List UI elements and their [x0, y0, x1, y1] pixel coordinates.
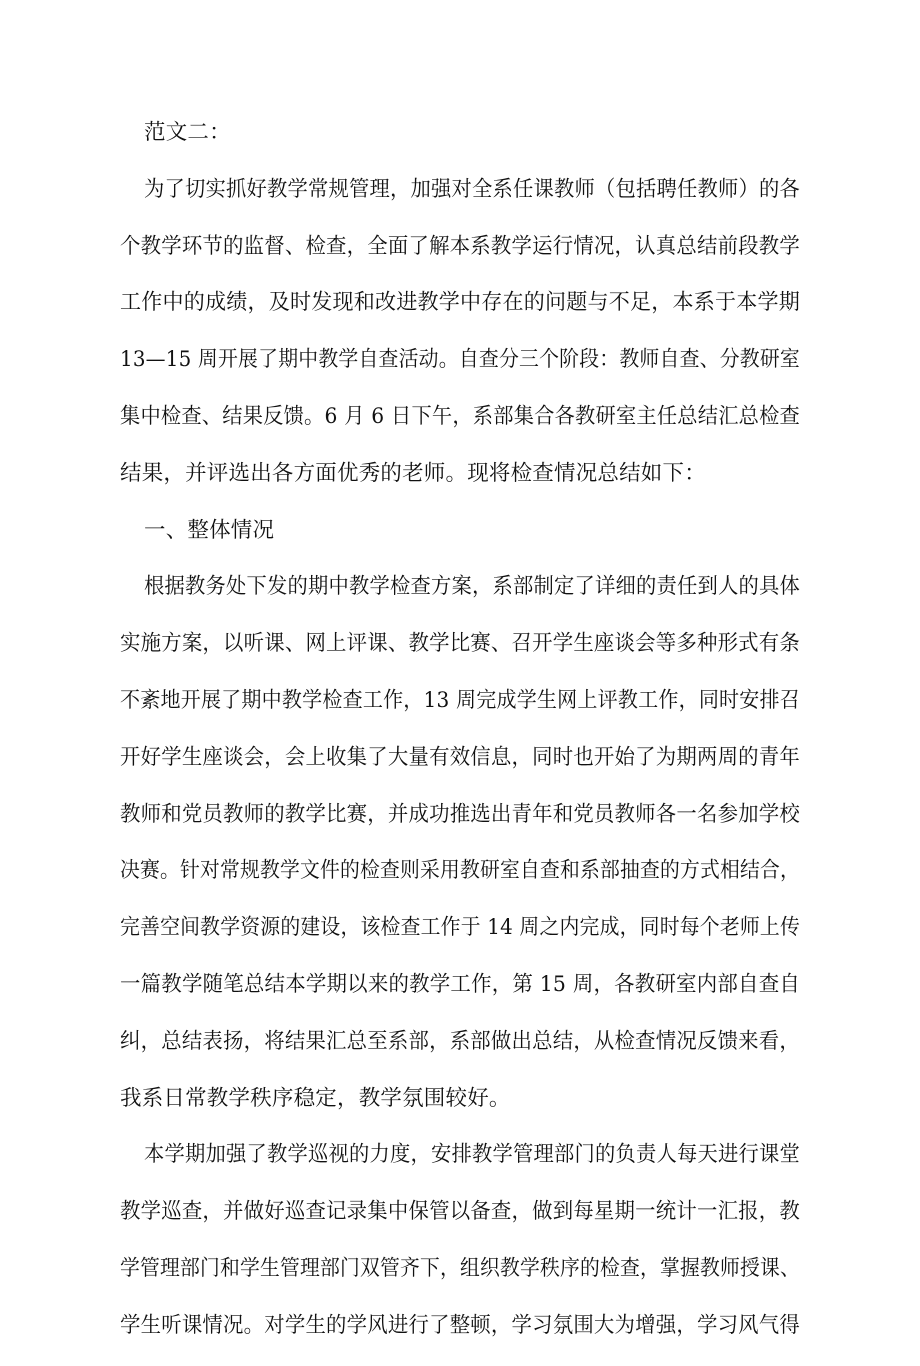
paragraph-line: 教师和党员教师的教学比赛，并成功推选出青年和党员教师各一名参加学校	[120, 801, 800, 827]
paragraph-line: 教学巡查，并做好巡查记录集中保管以备查，做到每星期一统计一汇报，教	[120, 1199, 800, 1225]
paragraph-line: 开好学生座谈会，会上收集了大量有效信息，同时也开始了为期两周的青年	[120, 744, 800, 770]
paragraph-line: 不紊地开展了期中教学检查工作，13 周完成学生网上评教工作，同时安排召	[120, 687, 800, 713]
paragraph-line: 工作中的成绩，及时发现和改进教学中存在的问题与不足，本系于本学期	[120, 290, 800, 316]
paragraph-line: 13—15 周开展了期中教学自查活动。自查分三个阶段：教师自查、分教研室	[120, 347, 800, 373]
paragraph-line: 集中检查、结果反馈。6 月 6 日下午，系部集合各教研室主任总结汇总检查	[120, 403, 800, 429]
heading-fanwen: 范文二：	[144, 120, 231, 145]
paragraph-line: 个教学环节的监督、检查，全面了解本系教学运行情况，认真总结前段教学	[120, 233, 800, 259]
paragraph-line: 为了切实抓好教学常规管理，加强对全系任课教师（包括聘任教师）的各	[144, 176, 800, 202]
paragraph-line: 本学期加强了教学巡视的力度，安排教学管理部门的负责人每天进行课堂	[144, 1142, 800, 1168]
paragraph-line: 结果，并评选出各方面优秀的老师。现将检查情况总结如下：	[120, 460, 706, 486]
paragraph-line: 一篇教学随笔总结本学期以来的教学工作，第 15 周，各教研室内部自查自	[120, 971, 800, 997]
section-heading: 一、整体情况	[144, 517, 275, 543]
paragraph-line: 根据教务处下发的期中教学检查方案，系部制定了详细的责任到人的具体	[144, 574, 800, 600]
paragraph-line: 学管理部门和学生管理部门双管齐下，组织教学秩序的检查，掌握教师授课、	[120, 1255, 800, 1281]
paragraph-line: 实施方案，以听课、网上评课、教学比赛、召开学生座谈会等多种形式有条	[120, 631, 800, 657]
paragraph-line: 决赛。针对常规教学文件的检查则采用教研室自查和系部抽查的方式相结合，	[120, 858, 800, 884]
document-body	[0, 116, 920, 1366]
paragraph-line: 完善空间教学资源的建设，该检查工作于 14 周之内完成，同时每个老师上传	[120, 915, 800, 941]
paragraph-line: 学生听课情况。对学生的学风进行了整顿，学习氛围大为增强，学习风气得	[120, 1312, 800, 1338]
paragraph-line: 我系日常教学秩序稳定，教学氛围较好。	[120, 1085, 511, 1111]
paragraph-line: 纠，总结表扬，将结果汇总至系部，系部做出总结，从检查情况反馈来看，	[120, 1028, 800, 1054]
